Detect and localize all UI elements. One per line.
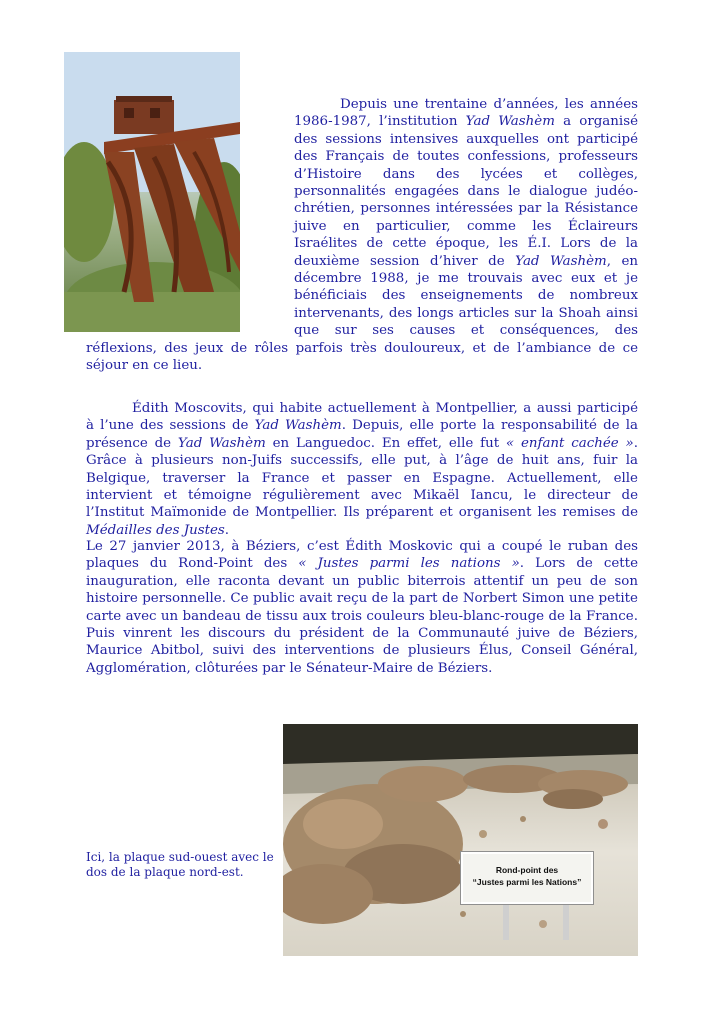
paragraph-yad-washem-sessions — [86, 96, 638, 375]
paragraph2-italic-2: Yad Washèm — [177, 435, 266, 451]
rond-point-plaque — [461, 852, 593, 904]
paragraph1-text-2: a organisé des sessions intensives auxquelles ont participé des Français de toutes confessions, professeurs d’Histoire dans des lycées et collèges, personnalités engagées dans le dialogue judéo-chrétien, personnes intéressées par la Résistance juive en particulier, comme les Éclaireurs Israélites de cette époque, les É.I. Lors de la deuxième session d’hiver de — [294, 114, 638, 269]
paragraph2-text-1: Édith Moscovits, qui habite actuellement à Montpellier, a aussi participé à l’une des sessions de — [86, 401, 638, 434]
paragraph3-text-2: . Lors de cette inauguration, elle raconta devant un public biterrois attentif un peu de son histoire personnelle. Ce public avait reçu de la part de Norbert Simon une petite carte avec un bandeau de tissu aux trois couleurs bleu-blanc-rouge de la France. Puis vinrent les discours du président de la Communauté juive de Béziers, Maurice Abitbol, suivi des interventions de plusieurs Élus, Conseil Général, Agglomération, clôturées par le Sénateur-Maire de Béziers. — [86, 556, 638, 676]
paragraph1-text-1: Depuis une trentaine d’années, les années 1986-1987, l’institution — [294, 97, 638, 130]
photo-caption: Ici, la plaque sud-ouest avec le dos de la plaque nord-est. — [86, 850, 274, 879]
paragraph3-text-1: Le 27 janvier 2013, à Béziers, c’est Édith Moskovic qui a coupé le ruban des plaques du Rond-Point des — [86, 539, 638, 572]
paragraph3-italic-1: « Justes parmi les nations » — [298, 556, 520, 572]
paragraph2-text-5: . — [224, 522, 230, 538]
paragraph2-text-3: en Languedoc. En effet, elle fut — [265, 435, 506, 451]
paragraph2-text-4: . Grâce à plusieurs non-Juifs successifs, elle put, à l’âge de huit ans, fuir la Belgique, traverser la France et passer en Espagne. Actuellement, elle intervient et témoigne régulièrement avec Mikaël Iancu, le directeur de l’Institut Maïmonide de Montpellier. Ils préparent et organisent les remises de — [86, 435, 639, 521]
plaque-line-1: Rond-point des — [495, 865, 559, 875]
plaque-photo — [283, 724, 638, 956]
paragraph2-italic-1: Yad Washèm — [254, 418, 342, 434]
paragraph2-text-2: . Depuis, elle porte la responsabilité de la présence de — [86, 418, 638, 451]
plaque-scene-illustration — [283, 724, 638, 956]
paragraph1-italic-2: Yad Washèm — [515, 253, 607, 269]
paragraph1-italic-1: Yad Washèm — [465, 114, 555, 130]
paragraph-edith-moscovits — [86, 400, 638, 539]
plaque-line-2: “Justes parmi les Nations” — [472, 877, 582, 887]
paragraph2-italic-4: Médailles des Justes — [86, 522, 225, 538]
paragraph2-italic-3: « enfant cachée » — [505, 435, 634, 451]
photo-wrap-spacer — [86, 96, 294, 338]
paragraph-beziers-inauguration — [86, 538, 638, 677]
paragraph1-text-3: , en décembre 1988, je me trouvais avec eux et je bénéficiais des enseignements de nombreux intervenants, des longs articles sur la Shoah ainsi que sur ses causes et conséquences, des réflexions, des jeux de rôles parfois très douloureux, et de l’ambiance de ce séjour en ce lieu. — [86, 253, 639, 374]
